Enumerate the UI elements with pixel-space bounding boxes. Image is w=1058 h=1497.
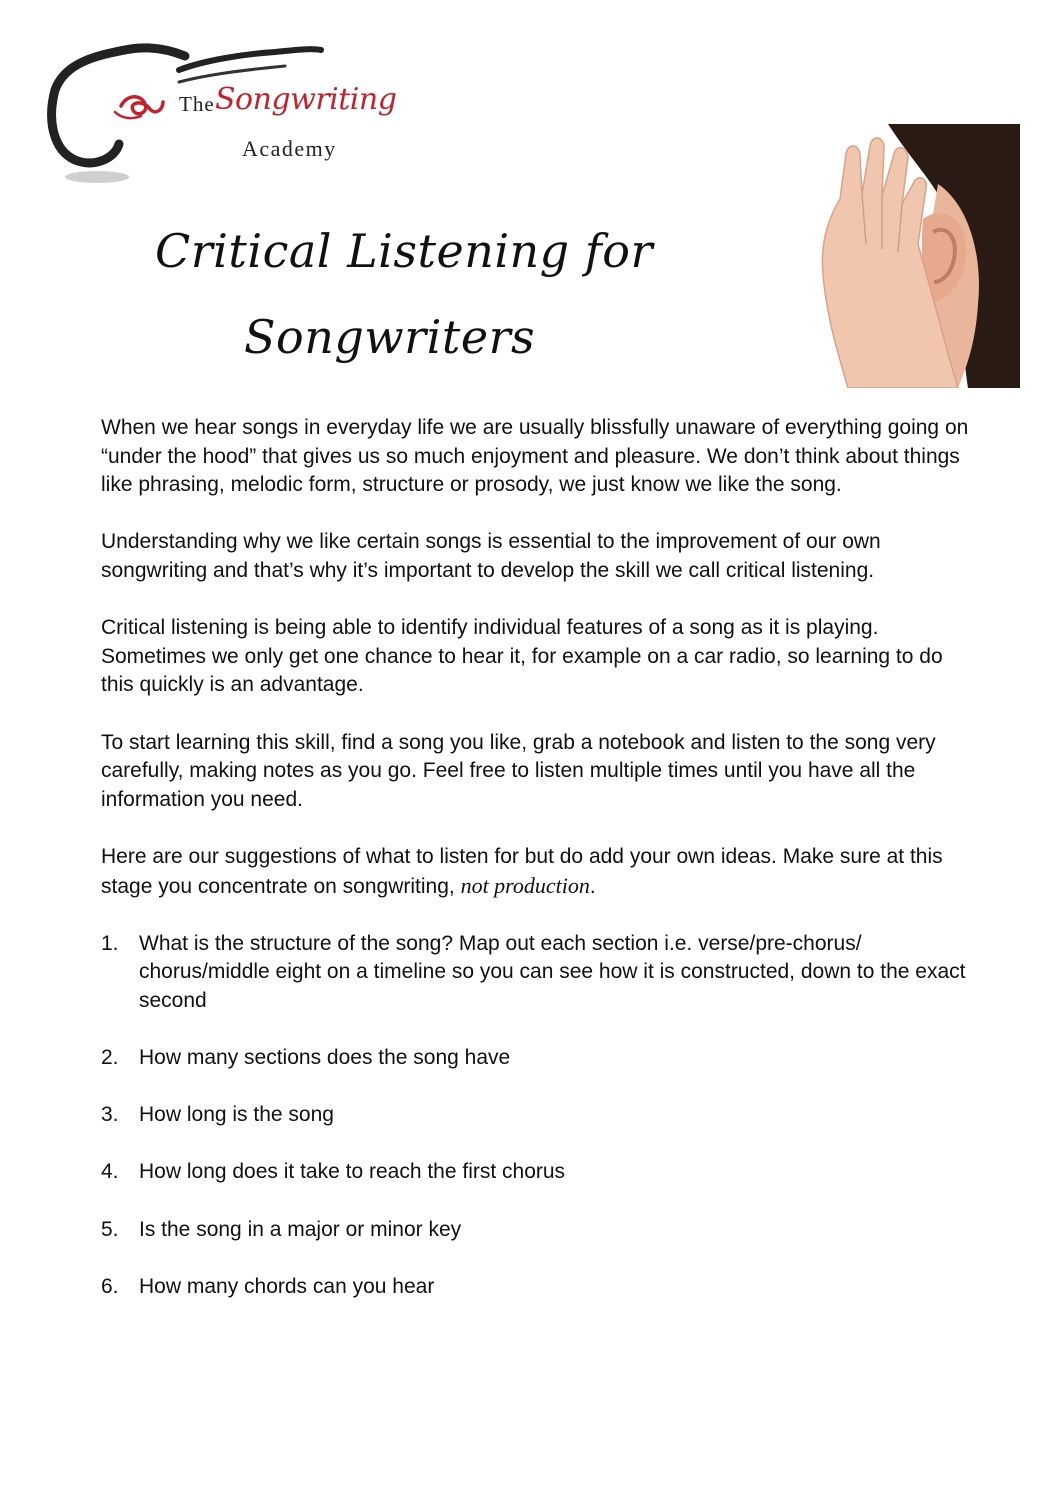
list-item-number: 1. — [101, 931, 119, 955]
suggestions-end: . — [589, 874, 596, 898]
ear-listening-icon — [818, 124, 1020, 388]
list-item — [101, 1044, 971, 1073]
intro-paragraph: When we hear songs in everyday life we are usually blissfully unaware of everything going on “under the hood” that gives us so much enjoyment and pleasure. We don’t think about things like phrasing, melodic form, structure or prosody, we just know we like the song. — [101, 416, 969, 497]
logo-academy-text: Academy — [242, 136, 337, 161]
page-title-line-1: Critical Listening for — [155, 224, 653, 278]
list-item-number: 6. — [101, 1274, 119, 1298]
list-item-number: 2. — [101, 1046, 119, 1070]
list-item-number: 4. — [101, 1160, 119, 1184]
ear-listening-photo — [818, 124, 1020, 388]
list-item-text: Is the song in a major or minor key — [139, 1217, 462, 1241]
document-body — [101, 414, 971, 1330]
list-item-text: How long is the song — [139, 1103, 334, 1127]
instructions-paragraph: To start learning this skill, find a song you like, grab a notebook and listen to the song very carefully, making notes as you go. Feel free to listen multiple times until you have all the information you need. — [101, 730, 936, 811]
questions-list — [101, 930, 971, 1302]
list-item — [101, 1216, 971, 1245]
logo-the-text: The — [179, 92, 215, 116]
list-item-text: How long does it take to reach the first chorus — [139, 1160, 566, 1184]
logo-songwriting-text: Songwriting — [215, 82, 397, 117]
suggestions-text: Here are our suggestions of what to listen for but do add your own ideas. Make sure at this stage you concentrate on songwriting, — [101, 844, 943, 898]
definition-paragraph: Critical listening is being able to identify individual features of a song as it is playing. Sometimes we only get one chance to hear it, for example on a car radio, so learning to do this quickly is an advantage. — [101, 616, 943, 697]
list-item-text: How many chords can you hear — [139, 1274, 435, 1298]
list-item — [101, 1273, 971, 1302]
page-title-line-2: Songwriters — [244, 310, 536, 364]
suggestions-paragraph — [101, 843, 971, 901]
list-item — [101, 1101, 971, 1130]
list-item-number: 3. — [101, 1103, 119, 1127]
list-item — [101, 1158, 971, 1187]
list-item-text: What is the structure of the song? Map out each section i.e. verse/pre-chorus/ chorus/middle eight on a timeline so you can see how it is constructed, down to the exact second — [139, 931, 966, 1012]
list-item — [101, 930, 971, 1016]
list-item-number: 5. — [101, 1217, 119, 1241]
understanding-paragraph: Understanding why we like certain songs is essential to the improvement of our own songwriting and that’s why it’s important to develop the skill we call critical listening. — [101, 530, 881, 582]
list-item-text: How many sections does the song have — [139, 1046, 511, 1070]
suggestions-emphasis: not production — [460, 872, 590, 898]
songwriting-academy-logo — [45, 40, 397, 190]
